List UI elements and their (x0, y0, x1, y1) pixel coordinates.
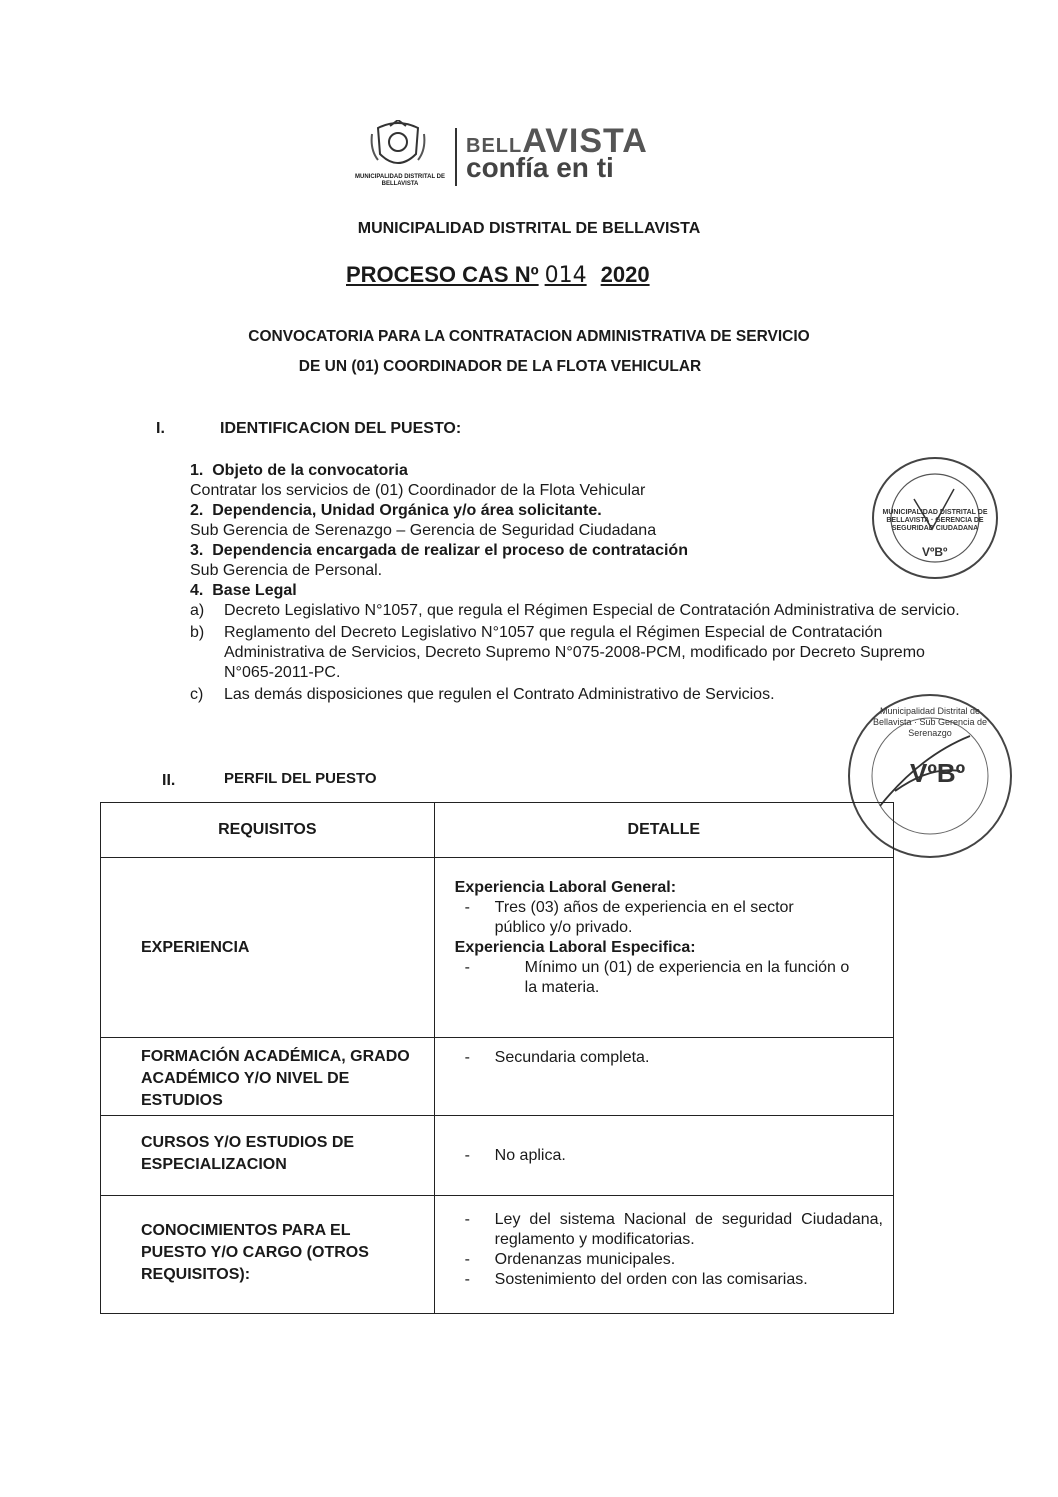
stamp-gerencia-mark: VºBº (922, 545, 948, 559)
req-conocimientos: CONOCIMIENTOS PARA EL PUESTO Y/O CARGO (OTROS REQUISITOS): (101, 1196, 435, 1314)
det-formacion: - Secundaria completa. (434, 1038, 893, 1116)
stamp-serenazgo-text: Municipalidad Distrital de Bellavista · Sub Gerencia de Serenazgo (872, 706, 988, 738)
convocatoria-line-1: CONVOCATORIA PARA LA CONTRATACION ADMINISTRATIVA DE SERVICIO (248, 328, 810, 345)
col-detalle: DETALLE (434, 803, 893, 858)
table-row-cursos (101, 1116, 894, 1196)
table-row-conocimientos (101, 1196, 894, 1314)
stamp-gerencia-text: MUNICIPALIDAD DISTRITAL DE BELLAVISTA · GERENCIA DE SEGURIDAD CIUDADANA (882, 509, 988, 532)
logo-divider (455, 128, 457, 186)
stamp-gerencia (872, 457, 998, 579)
item-4-heading: 4. Base Legal (190, 582, 297, 599)
brand-name: BELLAVISTA (466, 122, 648, 160)
item-2-heading: 2. Dependencia, Unidad Orgánica y/o área solicitante. (190, 502, 602, 519)
legal-list (190, 601, 990, 705)
det-cursos: - No aplica. (434, 1116, 893, 1196)
process-title: PROCESO CAS Nº 014 2020 (346, 262, 650, 288)
section-2-title: PERFIL DEL PUESTO (224, 770, 377, 787)
crest-caption: MUNICIPALIDAD DISTRITAL DE BELLAVISTA (355, 174, 445, 187)
det-conocimientos: - Ley del sistema Nacional de seguridad Ciudadana, reglamento y modificatorias. - Ordenanzas municipales. - Sostenimiento del orden con las comisarias. (434, 1196, 893, 1314)
req-cursos: CURSOS Y/O ESTUDIOS DE ESPECIALIZACION (101, 1116, 435, 1196)
legal-item-a: a) Decreto Legislativo N°1057, que regula el Régimen Especial de Contratación Administrativa de servicio. (190, 602, 960, 619)
item-2-text: Sub Gerencia de Serenazgo – Gerencia de Seguridad Ciudadana (190, 522, 657, 539)
table-row-formacion (101, 1038, 894, 1116)
convocatoria-line-2: DE UN (01) COORDINADOR DE LA FLOTA VEHICULAR (298, 358, 702, 375)
process-number: 014 (544, 263, 587, 288)
section-1-number: I. (156, 420, 165, 437)
item-1-heading: 1. Objeto de la convocatoria (190, 462, 408, 479)
table-header-row (101, 803, 894, 858)
item-1-text: Contratar los servicios de (01) Coordinador de la Flota Vehicular (190, 482, 646, 499)
brand-tagline: confía en ti (466, 152, 614, 183)
organization-title: MUNICIPALIDAD DISTRITAL DE BELLAVISTA (357, 220, 701, 237)
section-1-items (190, 461, 990, 601)
section-2-number: II. (162, 772, 176, 789)
legal-item-c: c) Las demás disposiciones que regulen el Contrato Administrativo de Servicios. (190, 686, 775, 703)
stamp-serenazgo-mark: VºBº (910, 758, 966, 788)
col-requisitos: REQUISITOS (101, 803, 435, 858)
municipal-logo (350, 110, 660, 190)
crest-icon (368, 120, 428, 172)
det-experiencia: Experiencia Laboral General: - Tres (03) años de experiencia en el sector público y/o privado. Experiencia Laboral Especifica: - Mínimo un (01) de experiencia en la función o la materia. (434, 858, 893, 1038)
legal-item-b: b) Reglamento del Decreto Legislativo N°1057 que regula el Régimen Especial de Contratación Administrativa de Servicios, Decreto Supremo N°075-2008-PCM, modificado por Decreto Supremo N°065-2011-PC. (190, 624, 925, 681)
perfil-table (100, 802, 894, 1314)
req-formacion: FORMACIÓN ACADÉMICA, GRADO ACADÉMICO Y/O NIVEL DE ESTUDIOS (101, 1038, 435, 1116)
req-experiencia: EXPERIENCIA (101, 858, 435, 1038)
section-1-title: IDENTIFICACION DEL PUESTO: (220, 420, 462, 437)
table-row-experiencia (101, 858, 894, 1038)
item-3-heading: 3. Dependencia encargada de realizar el proceso de contratación (190, 542, 688, 559)
item-3-text: Sub Gerencia de Personal. (190, 562, 383, 579)
